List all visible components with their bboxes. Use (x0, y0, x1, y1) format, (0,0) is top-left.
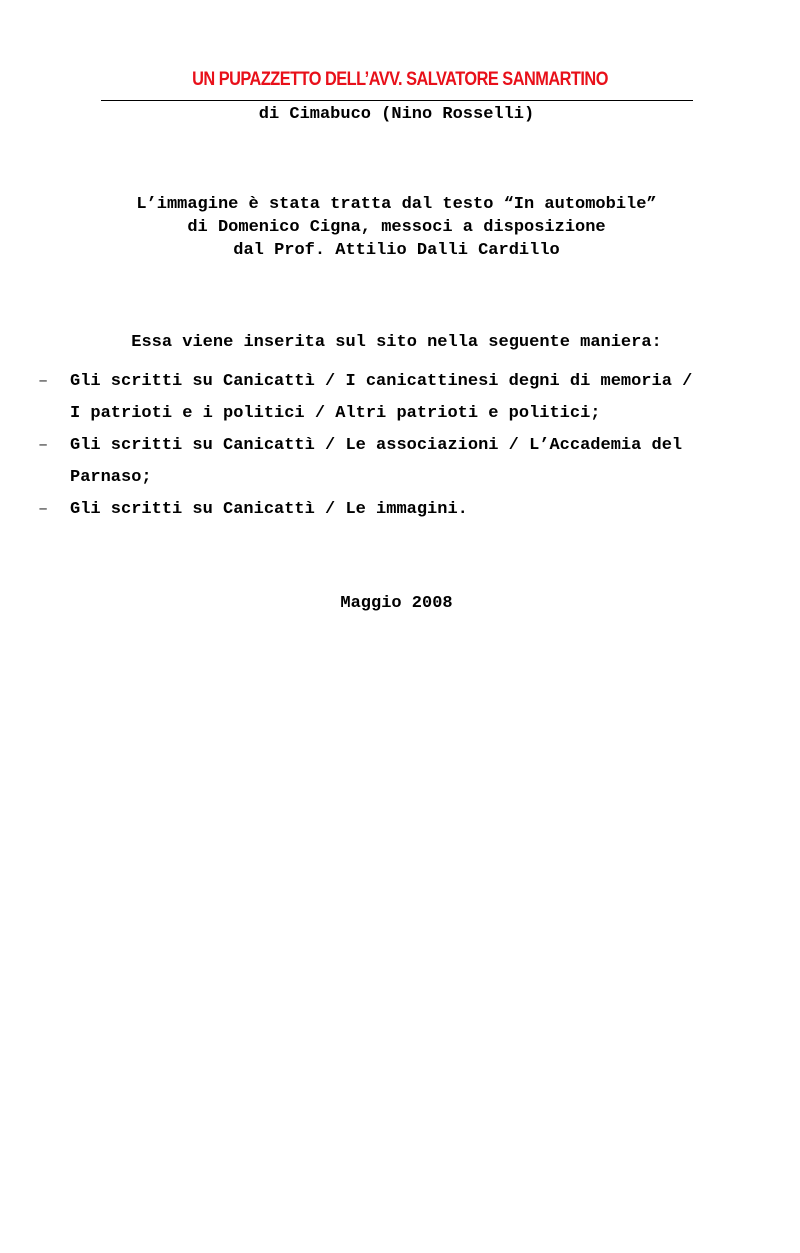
source-line: dal Prof. Attilio Dalli Cardillo (233, 241, 560, 260)
placement-list (0, 366, 800, 526)
placement-intro: Essa viene inserita sul sito nella seguente maniera: (131, 333, 662, 352)
list-item-text (70, 366, 770, 430)
bullet-dash: – (38, 500, 49, 519)
source-line: di Domenico Cigna, messoci a disposizione (187, 218, 606, 237)
list-item-line: I patrioti e i politici / Altri patrioti e politici; (70, 404, 601, 423)
list-item (0, 494, 800, 526)
list-item-text (70, 430, 770, 494)
list-item (0, 430, 800, 494)
bullet-dash: – (38, 436, 49, 455)
image-source-note (0, 193, 793, 262)
author-line: di Cimabuco (Nino Rosselli) (258, 105, 535, 124)
document-date: Maggio 2008 (340, 594, 453, 613)
list-item-line: Gli scritti su Canicattì / I canicattinesi degni di memoria / (70, 372, 693, 391)
list-item-line: Gli scritti su Canicattì / Le immagini. (70, 500, 468, 519)
document-title: UN PUPAZZETTO DELL’AVV. SALVATORE SANMARTINO (192, 69, 608, 90)
title-divider (101, 100, 693, 101)
bullet-dash: – (38, 372, 49, 391)
list-item-line: Parnaso; (70, 468, 152, 487)
list-item-text (70, 494, 770, 526)
list-item-line: Gli scritti su Canicattì / Le associazioni / L’Accademia del (70, 436, 683, 455)
source-line: L’immagine è stata tratta dal testo “In automobile” (136, 195, 657, 214)
list-item (0, 366, 800, 430)
